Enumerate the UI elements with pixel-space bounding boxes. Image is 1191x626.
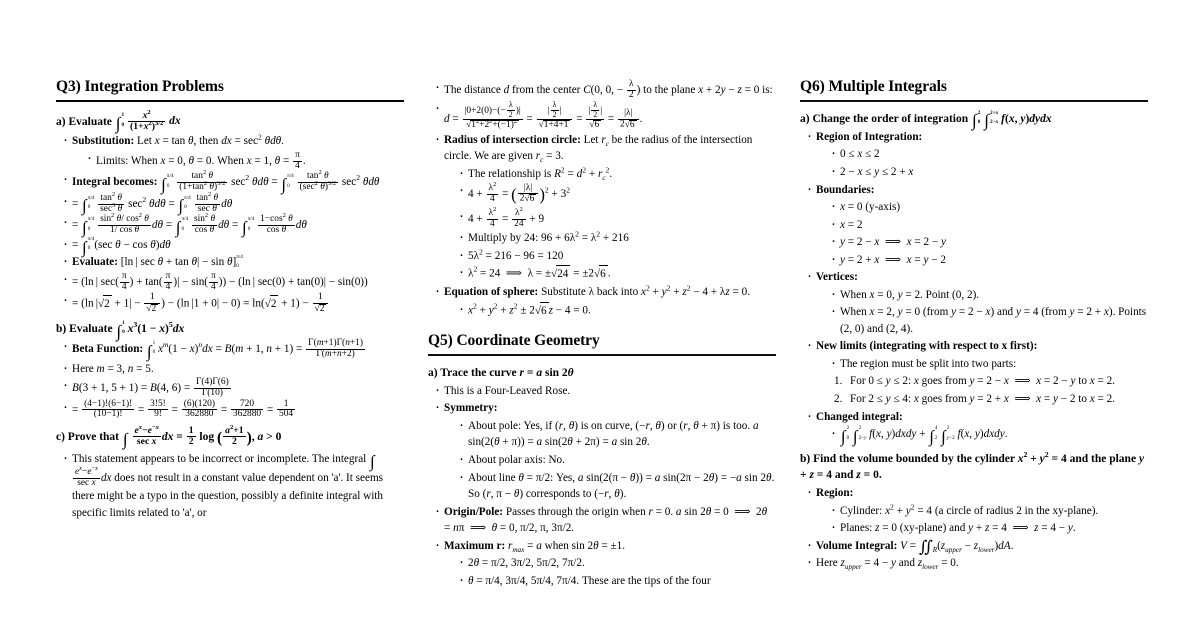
relationship: · The relationship is $R^2 = d^2 + r_c^2$.	[458, 166, 776, 182]
eq-1: · 4 + $\frac{\lambda^2}{4}$ = ( $\frac{|\lambda|}{2√6}$ )$^2 + 3^2$	[458, 183, 776, 208]
section-heading-q5: Q5) Coordinate Geometry	[428, 331, 600, 349]
step-limits: · Limits: When x = 0, θ = 0. When x = 1, θ = $\frac{\pi}{4}$ .	[86, 151, 404, 171]
column-3	[800, 78, 1148, 626]
q6a-text: a) Change the order of integration	[800, 112, 969, 125]
q3a-integral: ∫ 1 0 $\frac{x^2}{(1+x^2)^{3/2}}$ dx	[115, 108, 181, 134]
section-heading-q6: Q6) Multiple Integrals	[800, 78, 947, 95]
eq-4: · $5\lambda^2 = 216 - 96 = 120$	[458, 248, 776, 264]
q5a-equation: r = a sin 2θ	[519, 366, 574, 379]
symmetry-line: · About line θ = π/2: Yes, a sin(2(π − θ)) = a sin(2π − 2θ) = −a sin 2θ. So (r, π − θ) corresponds to (−r, θ).	[458, 470, 776, 503]
step-substitute-limits: · = (ln | sec( $\frac{\pi}{4}$ ) + tan( $\frac{\pi}{4}$ )| − sin( $\frac{\pi}{4}$ )) − (ln | sec(0) + tan(0)| − sin(0))	[62, 272, 404, 292]
symmetry-label: · Symmetry: · About pole: Yes, if (r, θ) is on curve, (−r, θ) or (r, θ + π) is too. a sin(2(θ + π)) = a sin(2θ + 2π) = a sin 2θ. · About polar axis: No. · About line θ = π/2: Yes, a sin(2(π − θ)) = a sin(2π − 2θ) = −a sin 2θ. So (r, π − θ) corresponds to (−r, θ).	[434, 400, 776, 502]
region-label-b	[806, 485, 1148, 537]
step-mn-values: · Here m = 3, n = 5.	[62, 361, 404, 377]
sphere-final: · $x^2 + y^2 + z^2 \pm 2√6$ z − 4 = 0.	[458, 302, 776, 319]
q3-part-a-label	[56, 108, 404, 134]
symmetry-pole: · About pole: Yes, if (r, θ) is on curve, (−r, θ) or (r, θ + π) is too. a sin(2(θ + π)) = a sin(2θ + 2π) = a sin 2θ.	[458, 418, 776, 451]
eq-5: · $\lambda^2 = 24$ ⟹ λ = ±√24 = ±2√6 .	[458, 265, 776, 282]
here-z-values: · Here $z_{upper} = 4 - y$ and $z_{lower} = 0$.	[806, 555, 1148, 571]
maximum-r: · Maximum r: $r_{max} = a$ when sin 2θ = ±1. · 2θ = π/2, 3π/2, 5π/2, 7π/2. · θ = π/4, 3π/4, 5π/4, 7π/4. These are the tips of the four	[434, 538, 776, 590]
region-x-range: · 0 ≤ x ≤ 2	[830, 146, 1148, 162]
step-simplify-2: · = ∫ π/4 0 $\frac{\sin^2 \theta/ \cos^2 \theta}{\text{1/ cos θ}}$ dθ = ∫ π/4 0 $\frac{\sin^2 \theta}{\text{cos θ}}$ dθ = ∫ π/4 0 $\frac{1-\cos^2 \theta}{\text{cos θ}}$ dθ	[62, 215, 404, 235]
boundary-1: · x = 0 (y-axis)	[830, 199, 1148, 215]
heading-rule-q5	[428, 354, 776, 356]
changed-label-text: Changed integral:	[816, 410, 903, 423]
four-leaved-rose: · This is a Four-Leaved Rose.	[434, 383, 776, 399]
boundaries-label-text: Boundaries:	[816, 183, 875, 196]
new-limit-2: For 2 ≤ y ≤ 4: x goes from y = 2 + x ⟹ x = y − 2 to x = 2.	[850, 393, 1115, 406]
step-evaluate: · Evaluate: [ln | sec θ + tan θ| − sin θ] π/4 0	[62, 254, 404, 270]
equation-of-sphere: · Equation of sphere: Substitute λ back into $x^2 + y^2 + z^2 - 4 + \lambda z = 0$. · $x^2 + y^2 + z^2 \pm 2√6$ z − 4 = 0.	[434, 284, 776, 319]
q5a-text: a) Trace the curve	[428, 366, 517, 379]
eq-2: · 4 + $\frac{\lambda^2}{4}$ = $\frac{\lambda^2}{24}$ + 9	[458, 209, 776, 229]
max-theta: · θ = π/4, 3π/4, 5π/4, 7π/4. These are the tips of the four	[458, 573, 776, 589]
radius-intersection: · Radius of intersection circle: Let $r_c$ be the radius of the intersection circle. We are given $r_c = 3$. · The relationship is $R^2 = d^2 + r_c^2$. · 4 + $\frac{\lambda^2}{4}$ = ( $\frac{|\lambda|}{2√6}$ )$^2 + 3^2$ · 4 + $\frac{\lambda^2}{4}$ = $\frac{\lambda^2}{24}$ + 9 · Multiply by 24: $96 + 6\lambda^2 = \lambda^2 + 216$ · $5\lambda^2 = 216 - 96 = 120$ · $\lambda^2 = 24$ ⟹ λ = ±√24 = ±2√6 .	[434, 132, 776, 283]
volume-integral: · Volume Integral: $V = ∬_R(z_{upper} - z_{lower})dA$.	[806, 538, 1148, 554]
max-2theta: · 2θ = π/2, 3π/2, 5π/2, 7π/2.	[458, 555, 776, 571]
distance-formula: · d = |0+2(0)−(− $\frac{\lambda}{2}$ )| $√1^2+2^2+(-1)^2$ = | $\frac{\lambda}{2}$ | √1+4+1 = | $\frac{\lambda}{2}$ | √6 = $\frac{|\lambda|}{2√6}$ .	[434, 101, 776, 130]
heading-rule	[56, 100, 404, 102]
q3a-text: a) Evaluate	[56, 115, 112, 128]
step-beta-function: · Beta Function: ∫ 1 0 $x^m(1 - x)^ndx = B(m + 1$, n + 1) = $\frac{\Gamma(m+1)\Gamma(n+1)}{\Gamma(m+n+2)}$	[62, 339, 404, 359]
eq-3: · Multiply by 24: $96 + 6\lambda^2 = \lambda^2 + 216$	[458, 230, 776, 246]
vertex-1: · When x = 0, y = 2. Point (0, 2).	[830, 287, 1148, 303]
step-integral-becomes: · Integral becomes: ∫ π/4 0 $\frac{\tan^2 \theta}{(1+\tan^2 \theta)^{3/2}}$ $\sec^2 \theta d\theta$ = ∫ π/4 0 $\frac{\tan^2 \theta}{(\sec^2 \theta)^{3/2}}$ $\sec^2 \theta d\theta$	[62, 172, 404, 192]
vertices-label	[806, 269, 1148, 337]
q3a-steps	[62, 133, 404, 314]
new-limits-label-text: New limits (integrating with respect to x first):	[816, 340, 1038, 353]
step-final-answer: · = (ln |√2 + 1| − $\frac{1}{√2}$ ) − (ln |1 + 0| − 0) = ln(√2 + 1) − $\frac{1}{√2}$	[62, 293, 404, 314]
q5-part-a-label	[428, 365, 776, 381]
q6-part-b-label: b) Find the volume bounded by the cylinder $x^2 + y^2 = 4$ and the plane y + z = 4 and z = 0.	[800, 449, 1145, 481]
step-simplify-1: · = ∫ π/4 0 $\frac{\tan^2 \theta}{\sec^3 \theta}$ $\sec^2 \theta d\theta$ = ∫ π/4 0 $\frac{\tan^2 \theta}{\text{sec θ}}$ dθ	[62, 194, 404, 214]
q3b-integral: ∫ 1 0 $x^3(1 - x)^5dx$	[116, 319, 185, 341]
boundary-3: · y = 2 − x ⟹ x = 2 − y	[830, 234, 1148, 250]
step-substitution: · Substitution: Let x = tan θ, then dx = $\sec^2 \theta d\theta$. · Limits: When x = 0, θ = 0. When x = 1, θ = $\frac{\pi}{4}$ .	[62, 133, 404, 171]
cylinder-desc: · Cylinder: $x^2 + y^2 = 4$ (a circle of radius 2 in the xy-plane).	[830, 503, 1148, 519]
q3c-text: c) Prove that	[56, 430, 120, 443]
q6a-integral: ∫ 2 0 ∫ 2+x 2−x f(x, y)dydx	[972, 109, 1052, 131]
split-intro: · The region must be split into two parts:	[830, 356, 1148, 372]
q6a-steps	[806, 129, 1148, 446]
volume-label-text: Volume Integral:	[816, 539, 898, 552]
vertices-label-text: Vertices:	[816, 271, 858, 284]
q3c-note	[62, 451, 404, 521]
boundary-2: · x = 2	[830, 217, 1148, 233]
step-simplify-3: · = ∫ π/4 0 (sec θ − cos θ)dθ	[62, 237, 404, 253]
vertex-2: · When x = 2, y = 0 (from y = 2 − x) and y = 4 (from y = 2 + x). Points (2, 0) and (2, 4).	[830, 304, 1148, 337]
q6b-steps	[806, 485, 1148, 572]
region-label-text: Region of Integration:	[816, 130, 923, 143]
changed-integral-label	[806, 409, 1148, 446]
column-2	[428, 78, 776, 626]
q3c-statement: ∫ $\frac{e^x-e^{-x}}{\text{sec x}}$ dx = $\frac{1}{2}$ log ( $\frac{a^2+1}{2}$ ), a > 0	[122, 423, 282, 449]
region-of-integration-label	[806, 129, 1148, 181]
boundary-4: · y = 2 + x ⟹ x = y − 2	[830, 252, 1148, 268]
region-b-text: Region:	[816, 487, 854, 500]
planes-desc: · Planes: z = 0 (xy-plane) and y + z = 4 ⟹ z = 4 − y.	[830, 520, 1148, 536]
q3b-steps	[62, 339, 404, 420]
region-y-range: · 2 − x ≤ y ≤ 2 + x	[830, 164, 1148, 180]
q5a-steps	[434, 383, 776, 589]
note-text: · This statement appears to be incorrect or incomplete. The integral ∫ $\frac{e^x-e^{-x}}{\text{sec x}}$ dx does not result in a constant value dependent on 'a'. It seems there might be a typo in the question, possibly a definite integral with specific limits related to 'a', or	[62, 451, 404, 521]
q3b-text: b) Evaluate	[56, 322, 113, 335]
new-limits-list	[834, 373, 1148, 407]
q3-part-c-label	[56, 423, 404, 449]
section-heading-q3: Q3) Integration Problems	[56, 78, 224, 95]
distance-statement: · The distance d from the center C(0, 0, − $\frac{\lambda}{2}$ ) to the plane x + 2y − z = 0 is:	[434, 80, 776, 100]
new-limits-label	[806, 338, 1148, 407]
q6-part-a-label	[800, 109, 1148, 131]
symmetry-polar-axis: · About polar axis: No.	[458, 452, 776, 468]
boundaries-label	[806, 182, 1148, 269]
new-limit-1: For 0 ≤ y ≤ 2: x goes from y = 2 − x ⟹ x = 2 − y to x = 2.	[850, 375, 1115, 388]
step-factorials: · = $\frac{(4-1)!(6-1)!}{(10-1)!}$ = $\frac{3!5!}{9!}$ = $\frac{(6)(120)}{362880}$ = $\frac{720}{362880}$ = $\frac{1}{504}$	[62, 400, 404, 420]
step-beta-eval: · B(3 + 1, 5 + 1) = B(4, 6) = $\frac{\Gamma(4)\Gamma(6)}{\Gamma(10)}$	[62, 378, 404, 398]
origin-pole: · Origin/Pole: Passes through the origin when r = 0. a sin 2θ = 0 ⟹ 2θ = nπ ⟹ θ = 0, π/2, π, 3π/2.	[434, 504, 776, 537]
column-1	[56, 78, 404, 626]
changed-integral: · ∫ 2 0 ∫ 2 2−y f(x, y)dxdy + ∫ 4 2 ∫ 2 y−2 f(x, y)dxdy.	[830, 426, 1148, 442]
q4-continuation	[434, 80, 776, 130]
q3-part-b-label	[56, 319, 404, 341]
heading-rule-q6	[800, 100, 1148, 102]
radius-section	[434, 132, 776, 319]
